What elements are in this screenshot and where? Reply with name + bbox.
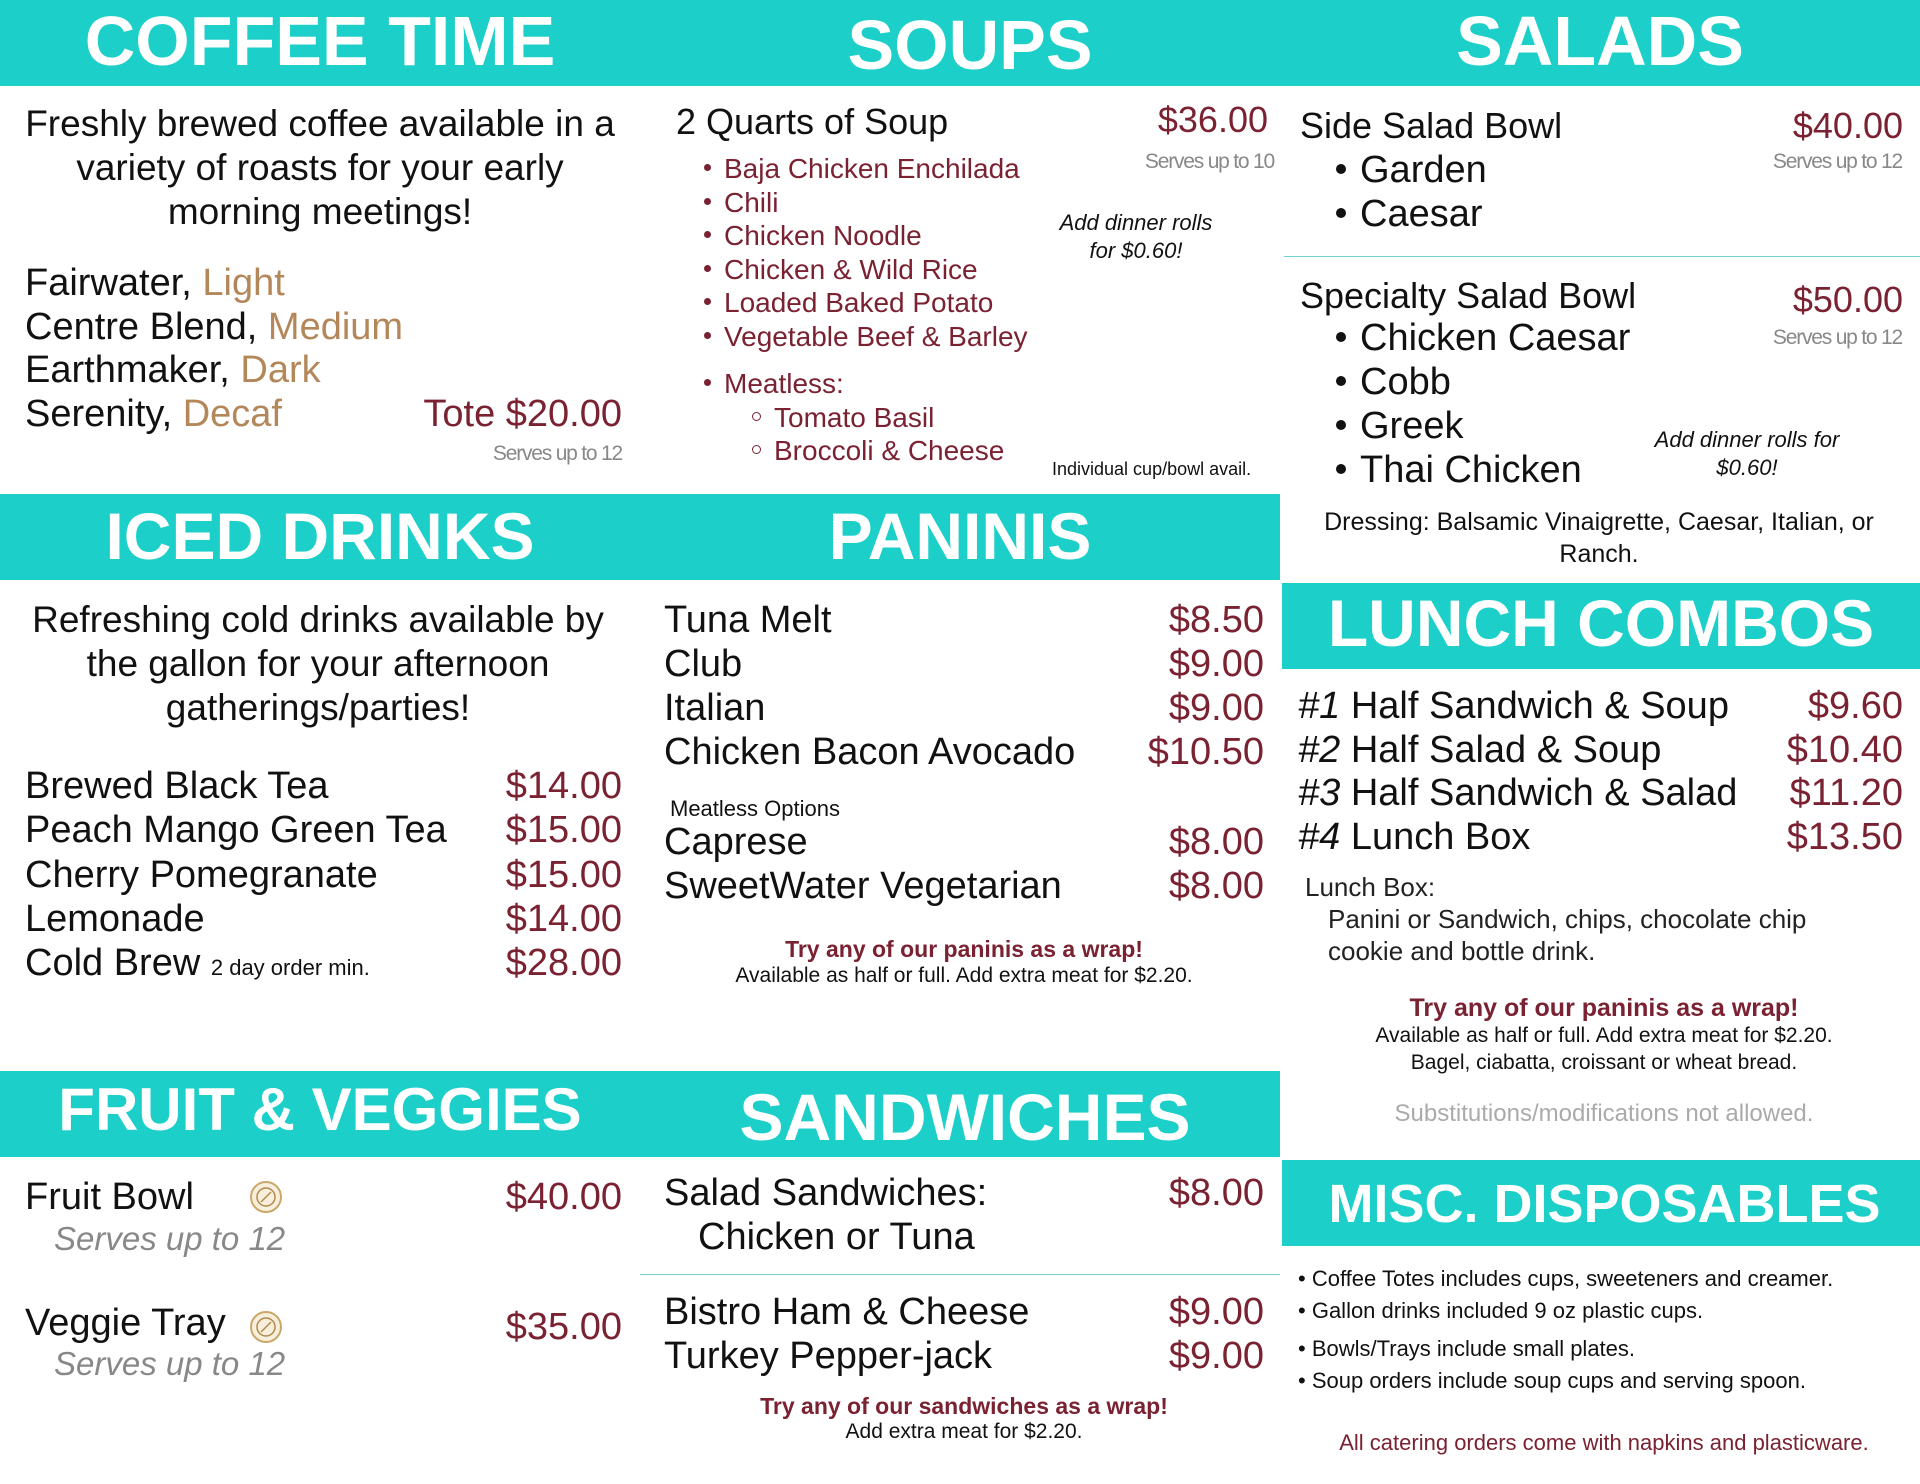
combo-number: #3 [1298,772,1341,814]
combo-price: $13.50 [1786,816,1903,858]
sandwich-item-name: Bistro Ham & Cheese [664,1291,1030,1333]
roast-name: Earthmaker, [25,349,241,391]
iced-item-name: Brewed Black Tea [25,765,329,807]
sandwich-item-price: $9.00 [1168,1335,1264,1377]
soup-cup-note: Individual cup/bowl avail. [1052,459,1252,479]
soup-meatless-item: Tomato Basil [704,401,1028,435]
combo-number: #2 [1298,729,1341,771]
iced-item-price: $15.00 [505,809,622,851]
salad-sandwiches-price: $8.00 [1168,1172,1264,1214]
panini-item-name: Club [664,643,743,685]
sandwiches-divider [640,1274,1280,1275]
coffee-tote-price: Tote $20.00 [423,393,622,435]
fruit-item-price: $35.00 [505,1306,622,1348]
soup-price: $36.00 [1157,99,1268,140]
combos-wrap-title: Try any of our paninis as a wrap! [1409,994,1799,1022]
iced-title: ICED DRINKS [105,499,535,573]
panini-item-price: $9.00 [1168,643,1264,685]
panini-wrap-note: Available as half or full. Add extra meat for $2.20. [735,964,1193,987]
gluten-free-seal-icon [250,1311,282,1343]
combo-number: #4 [1298,816,1341,858]
iced-item-name: Lemonade [25,898,205,940]
soup-flavor-list [704,152,1028,468]
roast-name: Serenity, [25,393,183,435]
combo-name: Lunch Box [1350,816,1531,858]
panini-item-name: Chicken Bacon Avocado [664,731,1076,773]
salad-rolls-note: Add dinner rolls for $0.60! [1654,427,1840,480]
fruit-title: FRUIT & VEGGIES [58,1076,582,1143]
soup-flavor: Chicken & Wild Rice [704,253,1028,287]
panini-meatless-name: Caprese [664,821,808,863]
combos-wrap-note1: Available as half or full. Add extra meat for $2.20. [1375,1024,1833,1047]
panini-meatless-name: SweetWater Vegetarian [664,865,1062,907]
salads-title: SALADS [1456,2,1744,80]
roast-level: Dark [240,349,321,391]
panini-item-name: Italian [664,687,766,729]
combo-number: #1 [1298,685,1341,727]
soup-flavor: Chicken Noodle [704,219,1028,253]
salad-option: Cobb [1336,360,1630,404]
lunchbox-desc: Panini or Sandwich, chips, chocolate chip cookie and bottle drink. [1328,904,1807,966]
misc-item: • Soup orders include soup cups and serving spoon. [1298,1368,1806,1393]
fruit-item-price: $40.00 [505,1176,622,1218]
roast-level: Medium [267,306,404,348]
panini-meatless-price: $8.00 [1168,821,1264,863]
combo-row [1298,728,1661,772]
salad-option: Garden [1336,148,1487,192]
side-salad-price: $40.00 [1792,105,1903,146]
panini-item-name: Tuna Melt [664,599,832,641]
paninis-title: PANINIS [828,499,1092,573]
sandwich-item-name: Turkey Pepper-jack [664,1335,993,1377]
salad-option: Greek [1336,404,1630,448]
combo-name: Half Salad & Soup [1350,729,1662,771]
panini-meatless-price: $8.00 [1168,865,1264,907]
iced-item-note: 2 day order min. [210,955,370,980]
combo-row [1298,815,1530,859]
iced-item-name: Peach Mango Green Tea [25,809,447,851]
sandwiches-title: SANDWICHES [739,1080,1191,1154]
iced-item-price: $15.00 [505,854,622,896]
roast-name: Centre Blend, [25,306,268,348]
combo-price: $11.20 [1789,772,1903,814]
coffee-title: COFFEE TIME [84,2,556,80]
sandwich-wrap-title: Try any of our sandwiches as a wrap! [760,1393,1168,1419]
roast-row [25,261,285,305]
combo-name: Half Sandwich & Soup [1350,685,1729,727]
soup-flavor: Loaded Baked Potato [704,286,1028,320]
soup-rolls-note: Add dinner rolls for $0.60! [1059,210,1213,263]
combo-row [1298,771,1737,815]
combo-price: $10.40 [1786,729,1903,771]
soup-meatless-item: Broccoli & Cheese [704,434,1028,468]
sandwich-item-price: $9.00 [1168,1291,1264,1333]
gluten-free-seal-icon [250,1181,282,1213]
specialty-salad-price: $50.00 [1792,279,1903,320]
salad-option: Thai Chicken [1336,448,1630,492]
panini-wrap-title: Try any of our paninis as a wrap! [785,936,1143,962]
roast-name: Fairwater, [25,262,203,304]
salad-option: Caesar [1336,192,1487,236]
combo-price: $9.60 [1807,685,1903,727]
combo-row [1298,684,1729,728]
combos-title: LUNCH COMBOS [1327,586,1875,660]
misc-item: • Gallon drinks included 9 oz plastic cups. [1298,1298,1704,1323]
panini-item-price: $9.00 [1168,687,1264,729]
iced-item-price: $28.00 [505,942,622,984]
misc-list [1298,1263,1833,1397]
panini-item-price: $10.50 [1147,731,1264,773]
roast-row [25,392,282,436]
panini-item-price: $8.50 [1168,599,1264,641]
soup-flavor: Baja Chicken Enchilada [704,152,1028,186]
soup-flavor: Vegetable Beef & Barley [704,320,1028,354]
roast-level: Decaf [182,393,282,435]
misc-item: • Coffee Totes includes cups, sweeteners and creamer. [1298,1266,1834,1291]
coffee-serves: Serves up to 12 [492,442,622,465]
specialty-salad-options [1336,316,1630,492]
iced-item-row [25,941,370,990]
iced-item-price: $14.00 [505,898,622,940]
combo-name: Half Sandwich & Salad [1350,772,1738,814]
soups-title: SOUPS [847,6,1093,84]
panini-meatless-label: Meatless Options [670,796,840,821]
iced-item-name: Cherry Pomegranate [25,854,378,896]
fruit-item-serves: Serves up to 12 [54,1345,286,1382]
combos-wrap-note2: Bagel, ciabatta, croissant or wheat bread. [1410,1051,1798,1074]
combos-subs-note: Substitutions/modifications not allowed. [1394,1100,1814,1127]
misc-item: • Bowls/Trays include small plates. [1298,1336,1636,1361]
salad-sandwiches-options: Chicken or Tuna [698,1216,975,1258]
side-salad-options [1336,148,1487,236]
side-salad-serves: Serves up to 12 [1772,150,1902,173]
coffee-intro: Freshly brewed coffee available in a variety of roasts for your early morning meetings! [25,103,615,232]
lunchbox-label: Lunch Box: [1305,872,1436,902]
salad-option: Chicken Caesar [1336,316,1630,360]
roast-row [25,348,321,392]
sandwich-wrap-note: Add extra meat for $2.20. [845,1420,1083,1443]
specialty-salad-serves: Serves up to 12 [1772,326,1902,349]
salad-sandwiches-label: Salad Sandwiches: [664,1172,988,1214]
soup-flavor: Chili [704,186,1028,220]
fruit-item-name: Fruit Bowl [25,1176,194,1218]
side-salad-name: Side Salad Bowl [1300,105,1563,146]
salad-dressing-note: Dressing: Balsamic Vinaigrette, Caesar, Italian, or Ranch. [1324,508,1874,568]
misc-title: MISC. DISPOSABLES [1328,1174,1881,1234]
fruit-item-serves: Serves up to 12 [54,1220,286,1257]
iced-intro: Refreshing cold drinks available by the gallon for your afternoon gatherings/parties! [32,599,604,728]
soup-item-name: 2 Quarts of Soup [676,101,949,142]
iced-item-price: $14.00 [505,765,622,807]
specialty-salad-name: Specialty Salad Bowl [1300,275,1637,316]
roast-row [25,305,403,349]
salads-divider [1284,256,1920,257]
fruit-item-name: Veggie Tray [25,1302,226,1344]
iced-item-name: Cold Brew [25,942,201,984]
soup-serves: Serves up to 10 [1144,150,1274,173]
soup-meatless-label: Meatless: [704,367,1028,401]
roast-level: Light [202,262,285,304]
misc-footer: All catering orders come with napkins and plasticware. [1339,1430,1869,1455]
